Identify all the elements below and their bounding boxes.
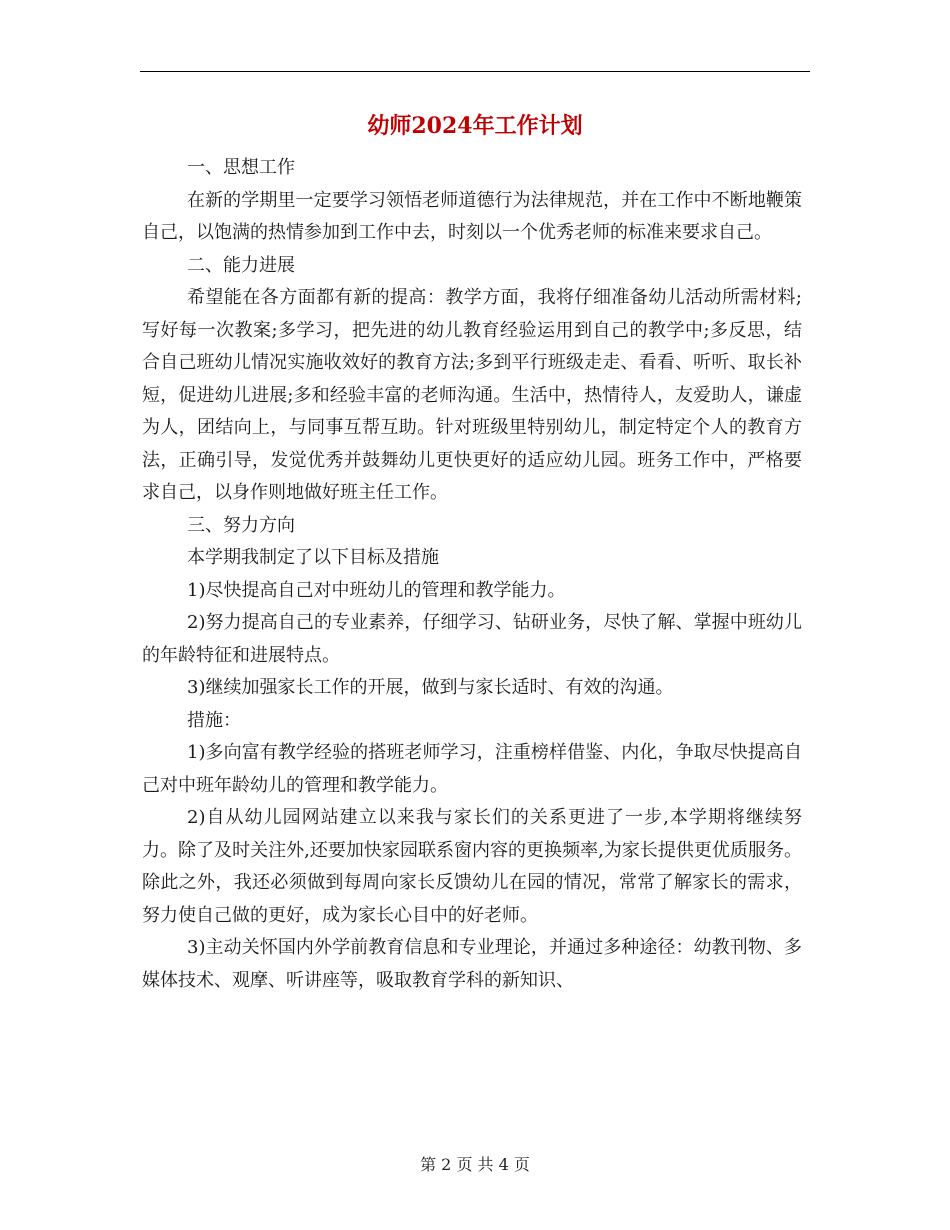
goal-item: 3)继续加强家长工作的开展，做到与家长适时、有效的沟通。: [187, 677, 674, 698]
measures-heading: 措施：: [187, 709, 241, 731]
paragraph: 希望能在各方面都有新的提高：教学方面，我将仔细准备幼儿活动所需材料;写好每一次教案;多学习，把先进的幼儿教育经验运用到自己的教学中;多反思，结合自己班幼儿情况实施收效好的教育方法;多到平行班级走走、看看、听听、取长补短，促进幼儿进展;多和经验丰富的老师沟通。生活中，热情待人，友爱助人，谦虚为人，团结向上，与同事互帮互助。针对班级里特别幼儿，制定特定个人的教育方法，正确引导，发觉优秀并鼓舞幼儿更快更好的适应幼儿园。班务工作中，严格要求自己，以身作则地做好班主任工作。: [142, 287, 802, 503]
paragraph: 在新的学期里一定要学习领悟老师道德行为法律规范，并在工作中不断地鞭策自己，以饱满的热情参加到工作中去，时刻以一个优秀老师的标准来要求自己。: [142, 189, 802, 243]
document-title: 幼师2024年工作计划: [367, 113, 583, 139]
goal-item: 1)尽快提高自己对中班幼儿的管理和教学能力。: [187, 579, 566, 601]
section-heading: 二、能力进展: [187, 254, 295, 276]
paragraph: 本学期我制定了以下目标及措施: [187, 547, 439, 568]
measure-item: 2)自从幼儿园网站建立以来我与家长们的关系更进了一步,本学期将继续努力。除了及时关注外,还要加快家园联系窗内容的更换频率,为家长提供更优质服务。除此之外，我还必须做到每周向家长反馈幼儿在园的情况，常常了解家长的需求，努力使自己做的更好，成为家长心目中的好老师。: [142, 807, 802, 926]
measure-item: 3)主动关怀国内外学前教育信息和专业理论，并通过多种途径：幼教刊物、多媒体技术、观摩、听讲座等，吸取教育学科的新知识、: [142, 937, 802, 991]
measure-item: 1)多向富有教学经验的搭班老师学习，注重榜样借鉴、内化，争取尽快提高自己对中班年龄幼儿的管理和教学能力。: [142, 742, 802, 796]
page-number: 第 2 页 共 4 页: [420, 1155, 530, 1174]
section-heading: 一、思想工作: [187, 157, 295, 178]
goal-item: 2)努力提高自己的专业素养，仔细学习、钻研业务，尽快了解、掌握中班幼儿的年龄特征和进展特点。: [142, 612, 802, 666]
header-rule: [140, 71, 810, 72]
document-body: [142, 152, 802, 997]
section-heading: 三、努力方向: [187, 514, 295, 536]
